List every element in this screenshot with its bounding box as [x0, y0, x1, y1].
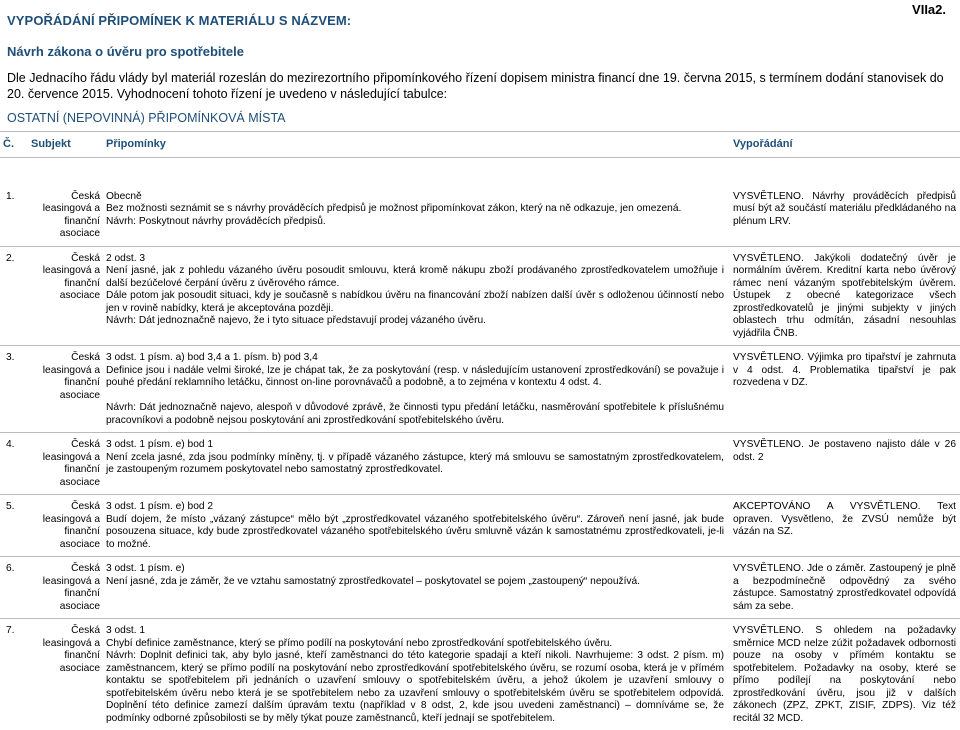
row-number: 2. [0, 246, 28, 346]
row-subject: Česká leasingová a finanční asociace [28, 495, 103, 557]
comment-paragraph: 3 odst. 1 písm. e) bod 2 [106, 501, 724, 514]
row-comment [103, 433, 730, 495]
row-subject: Česká leasingová a finanční asociace [28, 346, 103, 433]
row-number: 7. [0, 619, 28, 730]
row-subject: Česká leasingová a finanční asociace [28, 246, 103, 346]
table-row [0, 557, 960, 619]
comment-paragraph: Budí dojem, že místo „vázaný zástupce“ mělo být „zprostředkovatel vázaného spotřebitelského úvěru“. Zároveň není jasné, jak bude posouzena situace, kdy bude zprostředkovatel vázaného spotřebitelského úvěru smluvně vázán k samostatnému zprostředkovateli, je-li to možné. [106, 514, 724, 552]
row-number: 1. [0, 157, 28, 246]
table-row [0, 495, 960, 557]
comment-paragraph: Dále potom jak posoudit situaci, kdy je současně s nabídkou úvěru na financování zboží nabízen další úvěr s odloženou účinností nebo jen v rovině nabídky, která je akceptována později. [106, 290, 724, 315]
table-row [0, 157, 960, 246]
row-resolution: VYSVĚTLENO. Návrhy prováděcích předpisů musí být až součástí materiálu předkládaného na plénum LRV. [730, 157, 960, 246]
comment-paragraph: Není zcela jasné, zda jsou podmínky míněny, tj. v případě vázaného zástupce, který má smlouvu se samostatným zprostředkovatelem, je zastoupeným rozumem poskytovatel nebo samostatný zprostředkovatel. [106, 452, 724, 477]
intro-paragraph: Dle Jednacího řádu vlády byl materiál rozeslán do mezirezortního připomínkového řízení dopisem ministra financí dne 19. června 2015, s termínem dodání stanovisek do 20. července 2015. Vyhodnocení tohoto řízení je uvedeno v následující tabulce: [7, 70, 952, 102]
row-number: 3. [0, 346, 28, 433]
row-comment [103, 157, 730, 246]
comment-paragraph: Návrh: Dát jednoznačně najevo, alespoň v důvodové zprávě, že činnosti typu předání letáčku, nasměrování spotřebitele k příslušnému pracovníkovi a podobně nejsou poskytování ani zprostředkování spotřebitelského úvěru. [106, 402, 724, 427]
comment-paragraph [106, 390, 724, 403]
row-number: 4. [0, 433, 28, 495]
row-comment [103, 346, 730, 433]
comment-paragraph: 2 odst. 3 [106, 253, 724, 266]
row-resolution: VYSVĚTLENO. Jakýkoli dodatečný úvěr je normálním úvěrem. Kreditní karta nebo úvěrový rámec není vázaným spotřebitelským úvěrem. Ústupek z obecné kategorizace všech zprostředkovatelů je jinými subjekty v jiných oblastech trhu odmítán, zásadní nesouhlas vyjádřila ČNB. [730, 246, 960, 346]
row-resolution: VYSVĚTLENO. Jde o záměr. Zastoupený je plně a bezpodmínečně odpovědný za svého zástupce. Samostatný zprostředkovatel odpovídá sám za sebe. [730, 557, 960, 619]
row-comment [103, 557, 730, 619]
comment-paragraph: Není jasné, zda je záměr, že ve vztahu samostatný zprostředkovatel – poskytovatel se pojem „zastoupený“ nepoužívá. [106, 576, 724, 589]
table-header-row [0, 132, 960, 158]
comment-paragraph: Definice jsou i nadále velmi široké, lze je chápat tak, že za poskytování (resp. v následujícím ustanovení zprostředkování) se považuje i pouhé předání reklamního letáčku, činnost on-line porovnávačů a podobně, a to zejména v kontextu 4 odst. 4. [106, 365, 724, 390]
row-resolution: VYSVĚTLENO. S ohledem na požadavky směrnice MCD nelze zúžit požadavek odbornosti pouze na osoby v přímém kontaktu se spotřebitelem. Požadavky na osoby, které se přímo podílejí na poskytování nebo zprostředkování úvěru, jsou již v dalších zákonech (ZPZ, ZPKT, ZISIF, ZDPS). Viz též recitál 32 MCD. [730, 619, 960, 730]
table-row [0, 433, 960, 495]
document-code: VIIa2. [912, 2, 946, 17]
row-resolution: AKCEPTOVÁNO A VYSVĚTLENO. Text opraven. Vysvětleno, že ZVSÚ nemůže být vázán na SZ. [730, 495, 960, 557]
row-comment [103, 619, 730, 730]
comment-paragraph: 3 odst. 1 písm. e) [106, 563, 724, 576]
row-subject: Česká leasingová a finanční asociace [28, 157, 103, 246]
comment-paragraph: Návrh: Dát jednoznačně najevo, že i tyto situace představují prodej vázaného úvěru. [106, 315, 724, 328]
comment-paragraph: Návrh: Poskytnout návrhy prováděcích předpisů. [106, 216, 724, 229]
table-row [0, 246, 960, 346]
comment-paragraph: Obecně [106, 191, 724, 204]
row-subject: Česká leasingová a finanční asociace [28, 557, 103, 619]
comment-paragraph: 3 odst. 1 písm. a) bod 3,4 a 1. písm. b) pod 3,4 [106, 352, 724, 365]
row-number: 5. [0, 495, 28, 557]
table-row [0, 619, 960, 730]
row-number: 6. [0, 557, 28, 619]
comment-paragraph: Není jasné, jak z pohledu vázaného úvěru posoudit smlouvu, která kromě nákupu zboží prodávaného zprostředkovatelem umožňuje i další bezúčelové čerpání úvěru z úvěrového rámce. [106, 265, 724, 290]
comment-paragraph: Bez možnosti seznámit se s návrhy prováděcích předpisů je možnost připomínkovat zákon, který na ně odkazuje, jen omezená. [106, 203, 724, 216]
header-number: Č. [0, 132, 28, 158]
row-comment [103, 246, 730, 346]
row-subject: Česká leasingová a finanční asociace [28, 619, 103, 730]
document-subtitle: Návrh zákona o úvěru pro spotřebitele [7, 44, 244, 59]
header-comments: Připomínky [103, 132, 730, 158]
comment-paragraph: 3 odst. 1 [106, 625, 724, 638]
row-resolution: VYSVĚTLENO. Výjimka pro tipařství je zahrnuta v 4 odst. 4. Problematika tipařství je pak rozvedena v DZ. [730, 346, 960, 433]
comment-paragraph: Návrh: Doplnit definici tak, aby bylo jasné, kteří zaměstnanci do této kategorie spadají a kteří nikoli. Navrhujeme: 3 odst. 2 písm. m) zaměstnancem, který se přímo podílí na poskytování nebo zprostředkování spotřebitelského úvěru, se rozumí osoba, která je v přímém kontaktu se spotřebitelem při jednáních o uzavření smlouvy o spotřebitelském úvěru, a jehož úkolem je uzavření smlouvy o spotřebitelském úvěru nebo která je se spotřebitelem nebo za uzavření smlouvy o spotřebitelském úvěru se spotřebitelem odpovídá. Doplnění této definice zamezí dalším úpravám textu (například v 8 odst, 2, kde jsou uvedeni zaměstnanci) – domníváme se, že podmínky odborné způsobilosti se by měly týkat pouze zaměstnanců, kteří jednají se spotřebitelem. [106, 650, 724, 725]
document-title: VYPOŘÁDÁNÍ PŘIPOMÍNEK K MATERIÁLU S NÁZVEM: [7, 13, 351, 28]
header-resolution: Vypořádání [730, 132, 960, 158]
row-comment [103, 495, 730, 557]
section-heading: OSTATNÍ (NEPOVINNÁ) PŘIPOMÍNKOVÁ MÍSTA [7, 111, 286, 125]
comments-table [0, 131, 960, 730]
table-row [0, 346, 960, 433]
comment-paragraph: 3 odst. 1 písm. e) bod 1 [106, 439, 724, 452]
header-subject: Subjekt [28, 132, 103, 158]
comment-paragraph: Chybí definice zaměstnance, který se přímo podílí na poskytování nebo zprostředkování spotřebitelského úvěru. [106, 638, 724, 651]
row-subject: Česká leasingová a finanční asociace [28, 433, 103, 495]
row-resolution: VYSVĚTLENO. Je postaveno najisto dále v 26 odst. 2 [730, 433, 960, 495]
